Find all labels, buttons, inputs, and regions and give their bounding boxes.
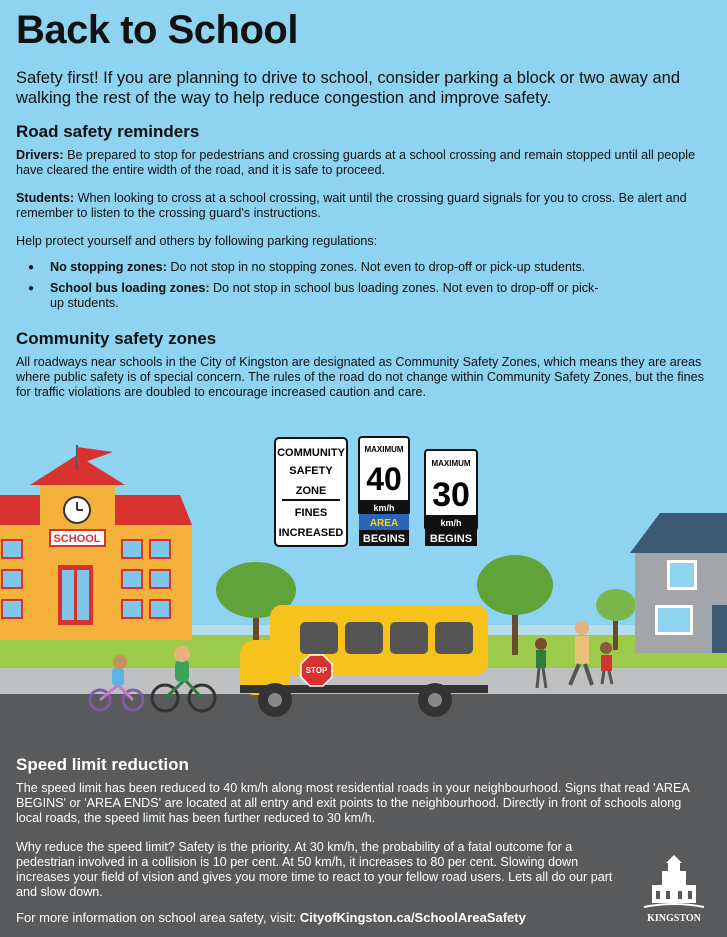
house [630,513,727,653]
footer-label: For more information on school area safety, visit: [16,910,300,925]
drivers-text: Be prepared to stop for pedestrians and crossing guards at a school crossing and remain stopped until all people have cleared the entire width of the road, and it is safe to proceed. [16,148,696,177]
bullet-text: Do not stop in school bus loading zones. Not even to drop-off or pick-up students. [50,281,599,310]
community-heading: Community safety zones [16,329,217,348]
bullet-label: School bus loading zones: [50,281,210,295]
speed-30-value: 30 [432,476,470,514]
speed-limit-heading: Speed limit reduction [16,755,189,774]
area-label: AREA [369,518,399,529]
parking-intro: Help protect yourself and others by following parking regulations: [16,234,378,248]
csz-line2: SAFETY [289,465,333,477]
begins-30: BEGINS [429,533,473,545]
speed-40-value: 40 [366,461,402,497]
students-label: Students: [16,191,75,205]
speed-paragraph-2: Why reduce the speed limit? Safety is the priority. At 30 km/h, the probability of a fatal outcome for a pedestrian involved in a collision is 10 per cent. At 50 km/h, it increases to 80 per cent. Slowing down increases your field of vision and gives you more time to react to your fellow road users. Lets all do our part and slow down. [16,840,613,899]
drivers-paragraph [16,148,706,178]
bullet-label: No stopping zones: [50,260,167,274]
parking-list [28,260,668,317]
csz-line5: INCREASED [278,527,344,539]
max-label-40: MAXIMUM [364,445,404,454]
school-sign-label: SCHOOL [53,533,101,545]
street-scene-illustration [0,430,727,750]
intro-text: Safety first! If you are planning to drive to school, consider parking a block or two away and walking the rest of the way to help reduce congestion and improve safety. [16,69,681,107]
bullet-text: Do not stop in no stopping zones. Not even to drop-off or pick-up students. [166,260,586,274]
unit-40: km/h [373,503,395,513]
drivers-label: Drivers: [16,148,64,162]
footer-link[interactable]: CityofKingston.ca/SchoolAreaSafety [299,910,526,925]
page-title: Back to School [16,8,298,52]
csz-line1: COMMUNITY [277,447,345,459]
flag [77,447,113,465]
students-paragraph [16,191,706,221]
max-label-30: MAXIMUM [431,459,471,468]
students-text: When looking to cross at a school crossing, wait until the crossing guard signals for you to cross. Be alert and remember to listen to the crossing guard's instructions. [16,191,687,220]
road-safety-heading: Road safety reminders [16,122,200,141]
list-item [28,281,610,311]
list-item [28,260,668,275]
csz-line4: FINES [294,507,328,519]
stop-sign-label: STOP [305,666,328,675]
kingston-logo [640,855,708,927]
csz-line3: ZONE [295,485,327,497]
logo-text: KINGSTON [647,913,701,924]
begins-40: BEGINS [362,533,406,545]
speed-limit-section [0,745,727,937]
speed-paragraph-1: The speed limit has been reduced to 40 km/h along most residential roads in your neighbourhood. Signs that read 'AREA BEGINS' or 'AREA ENDS' are located at all entry and exit points to the neighbourhood. Directly in front of schools along local roads, the speed limit has been further reduced to 30 km/h. [16,781,690,825]
footer-text [16,910,526,925]
unit-30: km/h [440,518,462,528]
community-text: All roadways near schools in the City of Kingston are designated as Community Safety Zones, which means they are areas where public safety is of special concern. The rules of the road do not change within Community Safety Zones, but the fines for traffic violations are doubled to encourage increased caution and care. [16,355,704,399]
